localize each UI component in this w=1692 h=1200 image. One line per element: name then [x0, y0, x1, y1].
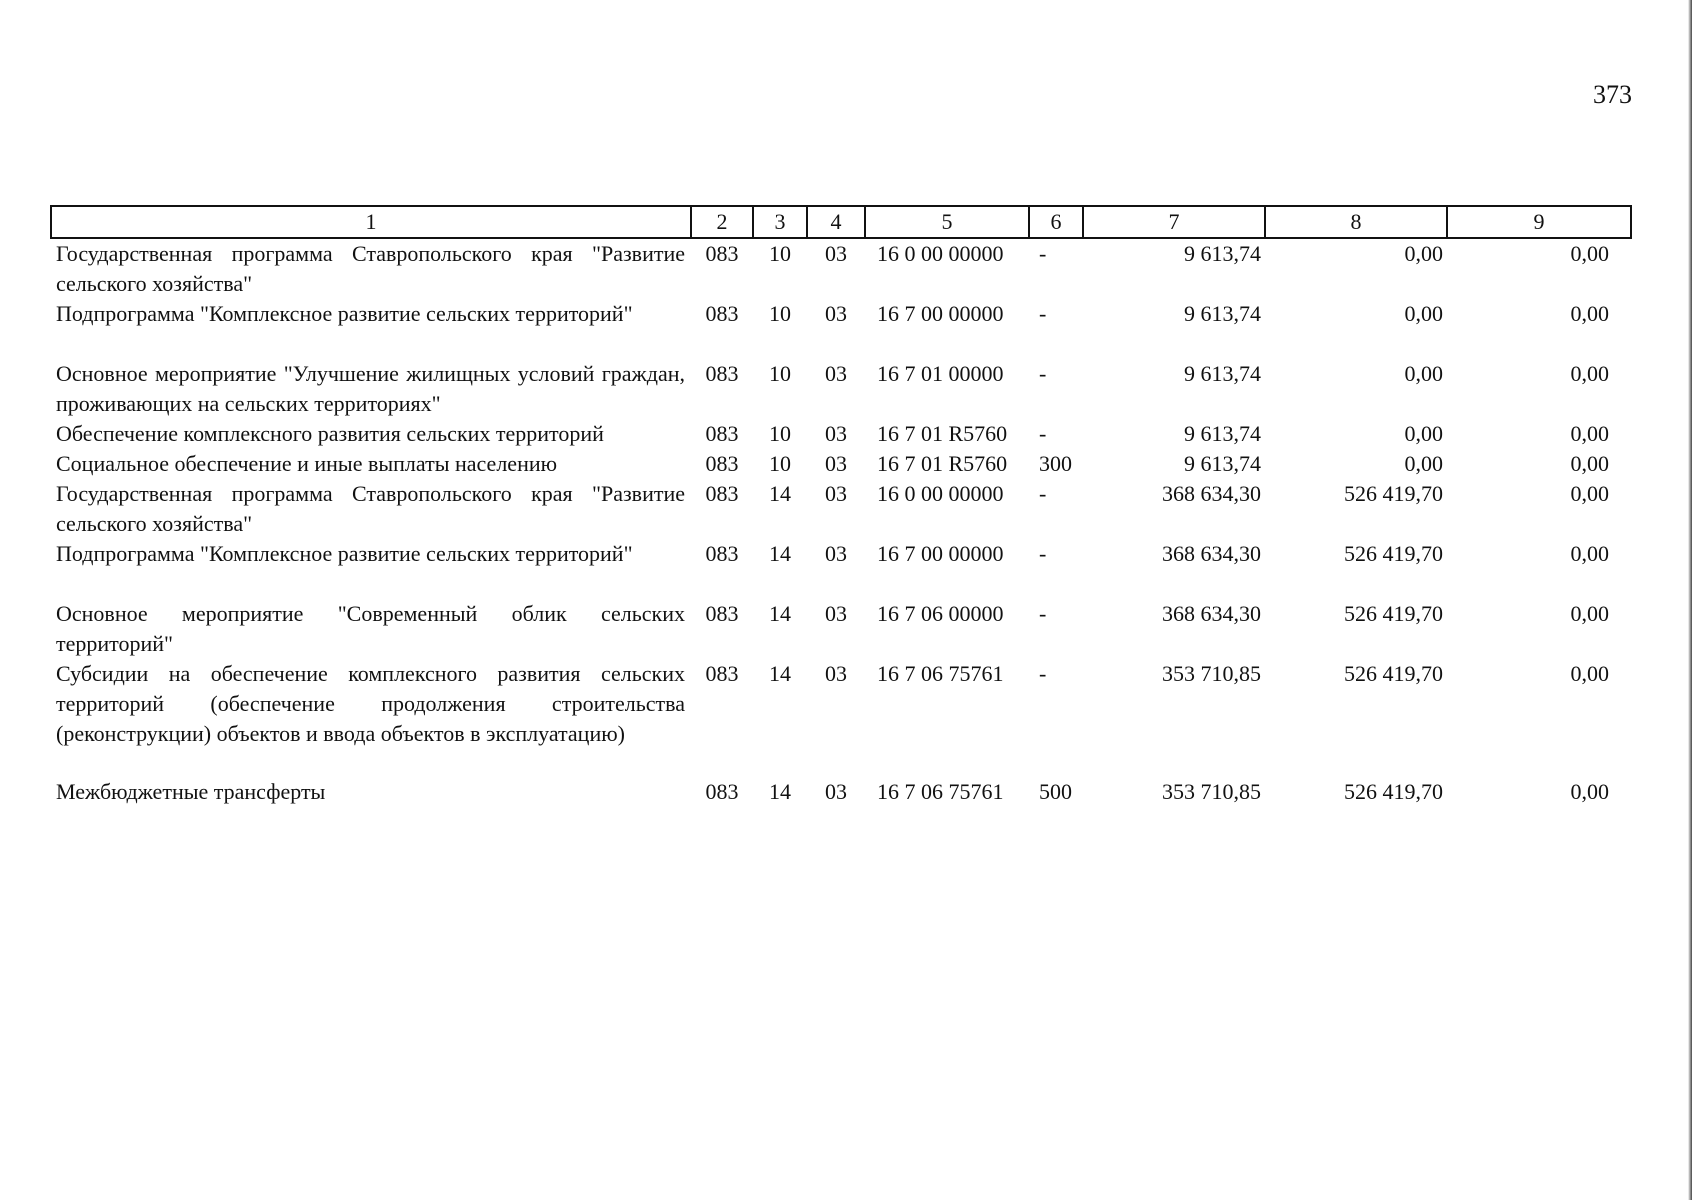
row-c2: 083 [705, 421, 739, 446]
row-c3: 10 [769, 451, 791, 476]
header-col-8: 8 [1265, 206, 1447, 238]
row-c2: 083 [705, 779, 739, 804]
row-name: Основное мероприятие "Улучшение жилищных условий граждан, проживающих на сельских территориях" [56, 361, 685, 416]
row-c5: 16 7 01 00000 [877, 361, 1004, 386]
row-c6: - [1039, 421, 1047, 446]
row-c2: 083 [705, 301, 739, 326]
row-c6: - [1039, 301, 1047, 326]
row-c5: 16 7 06 00000 [877, 601, 1004, 626]
row-c2: 083 [705, 451, 739, 476]
header-col-1: 1 [51, 206, 691, 238]
header-col-9: 9 [1447, 206, 1631, 238]
header-col-2: 2 [691, 206, 753, 238]
scan-edge-shadow [1688, 0, 1692, 1200]
table-row [51, 659, 1631, 777]
row-c2: 083 [705, 241, 739, 266]
row-c3: 14 [769, 661, 791, 686]
row-c6: - [1039, 241, 1047, 266]
row-c5: 16 0 00 00000 [877, 481, 1004, 506]
budget-table [50, 205, 1632, 807]
header-col-7: 7 [1083, 206, 1265, 238]
row-name: Подпрограмма "Комплексное развитие сельских территорий" [56, 541, 633, 566]
row-c5: 16 7 01 R5760 [877, 421, 1008, 446]
row-c7: 368 634,30 [1162, 541, 1261, 566]
row-c4: 03 [825, 301, 847, 326]
header-col-3: 3 [753, 206, 807, 238]
row-c2: 083 [705, 601, 739, 626]
row-c7: 9 613,74 [1184, 301, 1261, 326]
table-row [51, 539, 1631, 599]
row-c6: - [1039, 481, 1047, 506]
row-name: Субсидии на обеспечение комплексного развития сельских территорий (обеспечение продолжения строительства (реконструкции) объектов и ввода объектов в эксплуатацию) [56, 661, 685, 746]
row-c8: 526 419,70 [1344, 481, 1443, 506]
row-name: Подпрограмма "Комплексное развитие сельских территорий" [56, 301, 633, 326]
row-c4: 03 [825, 601, 847, 626]
row-c3: 14 [769, 541, 791, 566]
row-c6: - [1039, 361, 1047, 386]
header-col-6: 6 [1029, 206, 1083, 238]
row-c7: 9 613,74 [1184, 241, 1261, 266]
row-c4: 03 [825, 451, 847, 476]
row-c2: 083 [705, 541, 739, 566]
row-c8: 0,00 [1404, 301, 1443, 326]
table-row [51, 419, 1631, 449]
row-c4: 03 [825, 241, 847, 266]
table-row [51, 599, 1631, 659]
row-c3: 10 [769, 301, 791, 326]
row-c3: 10 [769, 361, 791, 386]
row-c8: 526 419,70 [1344, 541, 1443, 566]
row-c6: - [1039, 541, 1047, 566]
row-c9: 0,00 [1570, 421, 1609, 446]
row-c7: 353 710,85 [1162, 661, 1261, 686]
row-c8: 0,00 [1404, 451, 1443, 476]
row-c8: 0,00 [1404, 241, 1443, 266]
row-name: Основное мероприятие "Современный облик сельских территорий" [56, 601, 685, 656]
table-body [51, 238, 1631, 807]
row-name: Межбюджетные трансферты [56, 779, 326, 804]
row-c7: 353 710,85 [1162, 779, 1261, 804]
row-c9: 0,00 [1570, 241, 1609, 266]
table-row [51, 777, 1631, 807]
page-number: 373 [1593, 80, 1632, 109]
row-c5: 16 7 00 00000 [877, 301, 1004, 326]
row-c4: 03 [825, 421, 847, 446]
row-c8: 526 419,70 [1344, 601, 1443, 626]
row-c9: 0,00 [1570, 661, 1609, 686]
row-name: Государственная программа Ставропольского края "Развитие сельского хозяйства" [56, 241, 685, 296]
row-c3: 14 [769, 601, 791, 626]
row-c3: 14 [769, 481, 791, 506]
row-c7: 368 634,30 [1162, 601, 1261, 626]
row-c9: 0,00 [1570, 361, 1609, 386]
header-col-4: 4 [807, 206, 865, 238]
row-c2: 083 [705, 481, 739, 506]
row-c3: 10 [769, 421, 791, 446]
row-c5: 16 7 00 00000 [877, 541, 1004, 566]
row-c5: 16 7 06 75761 [877, 661, 1004, 686]
table-header [51, 206, 1631, 238]
table-row [51, 238, 1631, 299]
table-row [51, 299, 1631, 359]
row-c3: 10 [769, 241, 791, 266]
row-c7: 368 634,30 [1162, 481, 1261, 506]
row-c9: 0,00 [1570, 451, 1609, 476]
row-c8: 526 419,70 [1344, 661, 1443, 686]
row-c7: 9 613,74 [1184, 451, 1261, 476]
row-c5: 16 0 00 00000 [877, 241, 1004, 266]
row-c8: 0,00 [1404, 361, 1443, 386]
table-row [51, 359, 1631, 419]
header-col-5: 5 [865, 206, 1029, 238]
row-c9: 0,00 [1570, 601, 1609, 626]
row-c9: 0,00 [1570, 301, 1609, 326]
row-c6: - [1039, 601, 1047, 626]
row-c6: 300 [1039, 451, 1072, 476]
row-c4: 03 [825, 779, 847, 804]
row-c4: 03 [825, 541, 847, 566]
row-c3: 14 [769, 779, 791, 804]
row-c5: 16 7 06 75761 [877, 779, 1004, 804]
row-c4: 03 [825, 481, 847, 506]
row-c9: 0,00 [1570, 481, 1609, 506]
row-c9: 0,00 [1570, 541, 1609, 566]
row-c7: 9 613,74 [1184, 361, 1261, 386]
row-c5: 16 7 01 R5760 [877, 451, 1008, 476]
table-row [51, 449, 1631, 479]
row-name: Обеспечение комплексного развития сельских территорий [56, 421, 604, 446]
row-c4: 03 [825, 361, 847, 386]
row-name: Социальное обеспечение и иные выплаты населению [56, 451, 558, 476]
row-c6: - [1039, 661, 1047, 686]
table-row [51, 479, 1631, 539]
header-row [51, 206, 1631, 238]
row-c8: 0,00 [1404, 421, 1443, 446]
row-c4: 03 [825, 661, 847, 686]
row-c6: 500 [1039, 779, 1072, 804]
row-c7: 9 613,74 [1184, 421, 1261, 446]
row-c2: 083 [705, 661, 739, 686]
row-c8: 526 419,70 [1344, 779, 1443, 804]
row-c2: 083 [705, 361, 739, 386]
row-c9: 0,00 [1570, 779, 1609, 804]
row-name: Государственная программа Ставропольского края "Развитие сельского хозяйства" [56, 481, 685, 536]
